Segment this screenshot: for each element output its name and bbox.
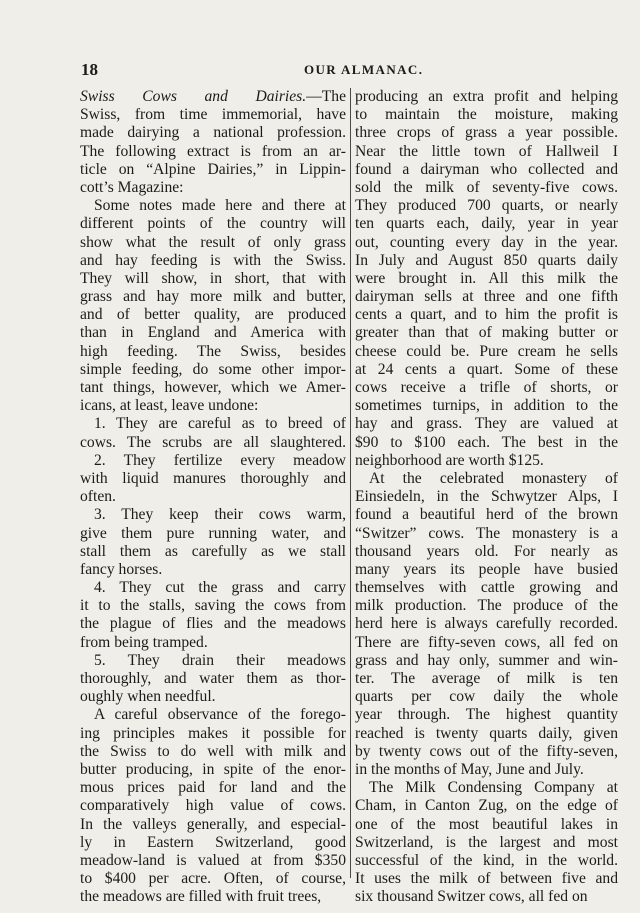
text-line: Einsiedeln, in the Schwytzer Alps, I bbox=[355, 488, 618, 506]
text-line: Swiss, from time immemorial, have bbox=[80, 106, 346, 124]
text-line: The Milk Condensing Company at bbox=[369, 779, 618, 797]
text-line: found a beautiful herd of the brown bbox=[355, 506, 618, 524]
text-line: thousand years old. For nearly as bbox=[355, 542, 618, 560]
text-line: three crops of grass a year possible. bbox=[355, 124, 618, 142]
text-line: different points of the country will bbox=[80, 215, 346, 233]
text-line: year through. The highest quantity bbox=[355, 706, 618, 724]
article-title: Swiss Cows and Dairies. bbox=[80, 88, 307, 105]
text-line: ly in Eastern Switzerland, good bbox=[80, 833, 346, 851]
text-line: oughly when needful. bbox=[80, 688, 216, 706]
text-line: and hay feeding is with the Swiss. bbox=[80, 251, 346, 269]
text-line: thoroughly, and water them as thor- bbox=[80, 670, 346, 687]
text-line: In July and August 850 quarts daily bbox=[355, 251, 618, 269]
text-line: grass and hay only, summer and win- bbox=[355, 651, 618, 669]
text-line: in the months of May, June and July. bbox=[355, 760, 584, 778]
text-line: At the celebrated monastery of bbox=[369, 469, 618, 487]
text-line: the plague of flies and the meadows bbox=[80, 615, 346, 633]
text-line: stall them as carefully as we stall bbox=[80, 542, 346, 560]
text-line: cents a quart, and to him the profit is bbox=[355, 306, 618, 324]
text-line: show what the result of only grass bbox=[80, 233, 346, 251]
page-number: 18 bbox=[81, 60, 98, 79]
text-line: grass and hay more milk and butter, bbox=[80, 288, 346, 306]
text-line: cows receive a trifle of shorts, or bbox=[355, 379, 618, 396]
text-line: than in England and America with bbox=[80, 324, 346, 342]
text-line: They produced 700 quarts, or nearly bbox=[355, 197, 618, 215]
text-line: by twenty cows out of the fifty-seven, bbox=[355, 742, 618, 760]
text-line: hay and grass. They are valued at bbox=[355, 415, 618, 433]
text-line: dairyman sells at three and one fifth bbox=[355, 288, 618, 306]
text-line: 2. They fertilize every meadow bbox=[94, 451, 346, 469]
text-line: comparatively high value of cows. bbox=[80, 797, 346, 815]
right-column bbox=[355, 88, 618, 906]
text-line: were brought in. All this milk the bbox=[355, 269, 618, 287]
text-line: one of the most beautiful lakes in bbox=[355, 815, 618, 833]
text-line: Near the little town of Hallweil I bbox=[355, 142, 618, 160]
left-column bbox=[80, 88, 346, 906]
text-line: herd here is always carefully recorded. bbox=[355, 615, 618, 633]
text-line: “Switzer” cows. The monastery is a bbox=[355, 524, 618, 542]
text-line: cheese could be. Pure cream he sells bbox=[355, 342, 618, 360]
text-line: quarts per cow daily the whole bbox=[355, 688, 618, 706]
text-line: In the valleys generally, and especial- bbox=[80, 815, 346, 833]
text-line: themselves with cattle growing and bbox=[355, 579, 618, 597]
running-title: OUR ALMANAC. bbox=[304, 62, 424, 77]
text-line: They will show, in short, that with bbox=[80, 269, 346, 287]
text-line: meadow-land is valued at from $350 bbox=[80, 851, 346, 869]
text-line: icans, at least, leave undone: bbox=[80, 397, 259, 415]
text-line: neighborhood are worth $125. bbox=[355, 451, 544, 469]
text-line: ing principles makes it possible for bbox=[80, 724, 346, 742]
text-line: high feeding. The Swiss, besides bbox=[80, 342, 346, 360]
text-line: 4. They cut the grass and carry bbox=[94, 579, 346, 597]
text-line: six thousand Switzer cows, all fed on bbox=[355, 888, 588, 906]
text-line: producing an extra profit and helping bbox=[355, 88, 618, 105]
text-line: from being tramped. bbox=[80, 633, 208, 651]
text-line: and of better quality, are produced bbox=[80, 306, 346, 324]
text-line: the meadows are filled with fruit trees, bbox=[80, 888, 322, 906]
text-line: Some notes made here and there at bbox=[94, 197, 346, 215]
text-line: 3. They keep their cows warm, bbox=[94, 506, 346, 524]
text-line: mous prices paid for land and the bbox=[80, 779, 346, 797]
text-line: 5. They drain their meadows bbox=[94, 651, 346, 669]
text-line: ticle on “Alpine Dairies,” in Lippin- bbox=[80, 160, 346, 178]
text-line: give them pure running water, and bbox=[80, 524, 346, 542]
text-line: successful of the kind, in the world. bbox=[355, 851, 618, 869]
text-line: $90 to $100 each. The best in the bbox=[355, 433, 618, 451]
text-line: The following extract is from an ar- bbox=[80, 142, 346, 160]
text-line: it to the stalls, saving the cows from bbox=[80, 597, 346, 615]
text-line: There are fifty-seven cows, all fed on bbox=[355, 633, 618, 651]
text-line: simple feeding, do some other impor- bbox=[80, 360, 346, 378]
text-line: with liquid manures thoroughly and bbox=[80, 469, 346, 487]
text-line: fancy horses. bbox=[80, 560, 163, 578]
text-line: greater than that of making butter or bbox=[355, 324, 618, 342]
text-line: made dairying a national profession. bbox=[80, 124, 346, 142]
text-line: cows. The scrubs are all slaughtered. bbox=[80, 433, 346, 451]
text-line: many years its people have busied bbox=[355, 560, 618, 578]
text-line: reached is twenty quarts daily, given bbox=[355, 724, 618, 742]
text-line: to $400 per acre. Often, of course, bbox=[80, 870, 346, 888]
text-line: ter. The average of milk is ten bbox=[355, 670, 618, 687]
text-line: cott’s Magazine: bbox=[80, 178, 184, 196]
text-line: Cham, in Canton Zug, on the edge of bbox=[355, 797, 618, 815]
text-line: the Swiss to do well with milk and bbox=[80, 742, 346, 760]
text-line: It uses the milk of between five and bbox=[355, 870, 618, 888]
text-line: A careful observance of the forego- bbox=[94, 706, 346, 724]
text-line: sometimes turnips, in addition to the bbox=[355, 397, 618, 415]
text-line: found a dairyman who collected and bbox=[355, 160, 618, 178]
text-line: ten quarts each, daily, year in year bbox=[355, 215, 618, 233]
text-line: at 24 cents a quart. Some of these bbox=[355, 360, 618, 378]
text-line: butter producing, in spite of the enor- bbox=[80, 760, 346, 778]
text-line: sold the milk of seventy-five cows. bbox=[355, 178, 618, 196]
text-line: tant things, however, which we Amer- bbox=[80, 379, 346, 396]
text-line: 1. They are careful as to breed of bbox=[94, 415, 346, 433]
text-line: out, counting every day in the year. bbox=[355, 233, 618, 251]
column-divider bbox=[350, 88, 351, 878]
text-line: to maintain the moisture, making bbox=[355, 106, 618, 124]
article-first-line: Swiss Cows and Dairies.—The bbox=[80, 88, 346, 105]
text-line: often. bbox=[80, 488, 116, 506]
text-line: Switzerland, is the largest and most bbox=[355, 833, 618, 851]
text-line: milk production. The produce of the bbox=[355, 597, 618, 615]
